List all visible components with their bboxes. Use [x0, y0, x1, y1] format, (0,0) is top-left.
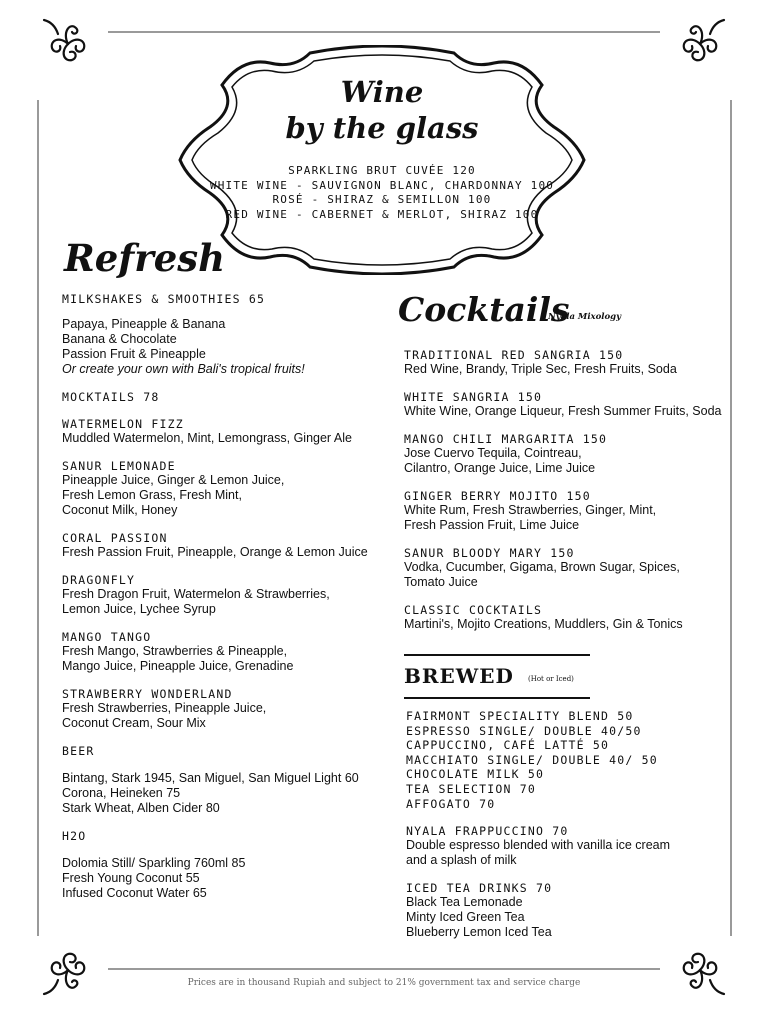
item-name: SANUR BLOODY MARY 150	[404, 546, 575, 560]
section-name: BEER	[62, 744, 95, 758]
item-desc: and a splash of milk	[406, 853, 517, 867]
brewed-more	[406, 824, 736, 953]
item-note: Or create your own with Bali's tropical fruits!	[62, 362, 305, 376]
wine-item: RED WINE - CABERNET & MERLOT, SHIRAZ 100	[225, 207, 539, 221]
brewed-item: ESPRESSO SINGLE/ DOUBLE 40/50	[406, 723, 642, 738]
section-name: H2O	[62, 829, 87, 843]
brewed-item: AFFOGATO 70	[406, 796, 496, 811]
corner-flourish-icon	[670, 14, 730, 74]
item-desc: Pineapple Juice, Ginger & Lemon Juice,	[62, 473, 285, 487]
brewed-item: TEA SELECTION 70	[406, 781, 536, 796]
item-name: GINGER BERRY MOJITO 150	[404, 489, 591, 503]
menu-item	[404, 546, 734, 590]
item-desc: Red Wine, Brandy, Triple Sec, Fresh Fruits, Soda	[404, 362, 677, 376]
item-desc: Fresh Passion Fruit, Pineapple, Orange & Lemon Juice	[62, 545, 368, 559]
item-desc: Banana & Chocolate	[62, 332, 177, 346]
item-name: TRADITIONAL RED SANGRIA 150	[404, 348, 624, 362]
wine-title-line2: by the glass	[285, 111, 479, 145]
item-desc: Black Tea Lemonade	[406, 895, 523, 909]
cocktails-column	[404, 348, 734, 645]
menu-item	[406, 824, 736, 868]
item-name: DRAGONFLY	[62, 573, 136, 587]
menu-item	[62, 417, 392, 446]
item-desc: Infused Coconut Water 65	[62, 886, 207, 900]
menu-section-lines	[62, 856, 392, 901]
menu-item	[404, 432, 734, 476]
brewed-title: BREWED	[404, 664, 514, 688]
wine-item: ROSÉ - SHIRAZ & SEMILLON 100	[272, 193, 492, 206]
item-desc: Fresh Passion Fruit, Lime Juice	[404, 518, 580, 532]
brewed-item: CHOCOLATE MILK 50	[406, 767, 545, 782]
item-desc: Fresh Young Coconut 55	[62, 871, 200, 885]
wine-title	[170, 74, 594, 146]
wine-item: SPARKLING BRUT CUVÉE 120	[288, 164, 476, 177]
item-desc: Fresh Strawberries, Pineapple Juice,	[62, 701, 267, 715]
item-desc: White Wine, Orange Liqueur, Fresh Summer Fruits, Soda	[404, 404, 722, 418]
item-name: MANGO TANGO	[62, 630, 152, 644]
brewed-list	[406, 709, 736, 811]
item-desc: Papaya, Pineapple & Banana	[62, 317, 226, 331]
menu-item	[406, 881, 736, 940]
item-desc: Muddled Watermelon, Mint, Lemongrass, Ginger Ale	[62, 431, 352, 445]
item-desc: Blueberry Lemon Iced Tea	[406, 925, 552, 939]
brewed-rule-top	[404, 654, 590, 656]
item-desc: Dolomia Still/ Sparkling 760ml 85	[62, 856, 246, 870]
menu-section	[62, 390, 392, 404]
item-desc: Mango Juice, Pineapple Juice, Grenadine	[62, 659, 294, 673]
corner-flourish-icon	[38, 940, 98, 1000]
section-name: MILKSHAKES & SMOOTHIES 65	[62, 292, 266, 306]
item-name: STRAWBERRY WONDERLAND	[62, 687, 233, 701]
cocktails-subtitle: Nyala Mixology	[548, 312, 622, 322]
brewed-item: MACCHIATO SINGLE/ DOUBLE 40/ 50	[406, 752, 658, 767]
refresh-title: Refresh	[64, 236, 225, 280]
brewed-rule-bottom	[404, 697, 590, 699]
menu-item	[62, 573, 392, 617]
price-footnote: Prices are in thousand Rupiah and subject to 21% government tax and service charge	[187, 978, 581, 988]
menu-section	[62, 744, 392, 758]
corner-flourish-icon	[38, 14, 98, 74]
menu-item	[62, 687, 392, 731]
item-desc: Bintang, Stark 1945, San Miguel, San Miguel Light 60	[62, 771, 359, 785]
menu-item	[62, 531, 392, 560]
menu-section-lines	[62, 771, 392, 816]
item-desc: Stark Wheat, Alben Cider 80	[62, 801, 220, 815]
section-name: MOCKTAILS 78	[62, 390, 160, 404]
item-name: WATERMELON FIZZ	[62, 417, 184, 431]
item-desc: Fresh Lemon Grass, Fresh Mint,	[62, 488, 242, 502]
item-desc: Passion Fruit & Pineapple	[62, 347, 206, 361]
item-desc: Coconut Cream, Sour Mix	[62, 716, 206, 730]
refresh-column	[62, 292, 392, 914]
item-name: MANGO CHILI MARGARITA 150	[404, 432, 608, 446]
item-name: CORAL PASSION	[62, 531, 168, 545]
menu-item	[404, 390, 734, 419]
item-name: ICED TEA DRINKS 70	[406, 881, 553, 895]
item-desc: Fresh Dragon Fruit, Watermelon & Strawberries,	[62, 587, 330, 601]
item-name: WHITE SANGRIA 150	[404, 390, 543, 404]
brewed-subtitle: (Hot or Iced)	[528, 675, 574, 683]
brewed-item: CAPPUCCINO, CAFÉ LATTÉ 50	[406, 738, 610, 753]
item-desc: Martini's, Mojito Creations, Muddlers, Gin & Tonics	[404, 617, 683, 631]
item-desc: Double espresso blended with vanilla ice cream	[406, 838, 671, 852]
menu-item	[62, 630, 392, 674]
item-name: CLASSIC COCKTAILS	[404, 603, 543, 617]
wine-item: WHITE WINE - SAUVIGNON BLANC, CHARDONNAY 100	[209, 178, 555, 192]
menu-section	[62, 829, 392, 843]
wine-title-line1: Wine	[340, 75, 424, 109]
item-desc: Minty Iced Green Tea	[406, 910, 525, 924]
item-desc: Tomato Juice	[404, 575, 478, 589]
item-name: SANUR LEMONADE	[62, 459, 176, 473]
frame-left-line	[37, 100, 39, 936]
menu-item	[404, 348, 734, 377]
item-desc: Corona, Heineken 75	[62, 786, 181, 800]
item-desc: Fresh Mango, Strawberries & Pineapple,	[62, 644, 288, 658]
item-desc: Coconut Milk, Honey	[62, 503, 178, 517]
menu-section-lines	[62, 317, 392, 377]
item-desc: Lemon Juice, Lychee Syrup	[62, 602, 216, 616]
brewed-item: FAIRMONT SPECIALITY BLEND 50	[406, 709, 634, 723]
cocktails-title: Cocktails	[398, 290, 570, 329]
item-name: NYALA FRAPPUCCINO 70	[406, 824, 569, 838]
item-desc: Vodka, Cucumber, Gigama, Brown Sugar, Spices,	[404, 560, 680, 574]
frame-bottom-line	[108, 968, 660, 970]
wine-list	[170, 164, 594, 222]
menu-section	[62, 292, 392, 306]
menu-item	[404, 489, 734, 533]
menu-item	[62, 459, 392, 518]
item-desc: Cilantro, Orange Juice, Lime Juice	[404, 461, 596, 475]
frame-top-line	[108, 31, 660, 33]
item-desc: White Rum, Fresh Strawberries, Ginger, Mint,	[404, 503, 657, 517]
item-desc: Jose Cuervo Tequila, Cointreau,	[404, 446, 582, 460]
menu-item	[404, 603, 734, 632]
